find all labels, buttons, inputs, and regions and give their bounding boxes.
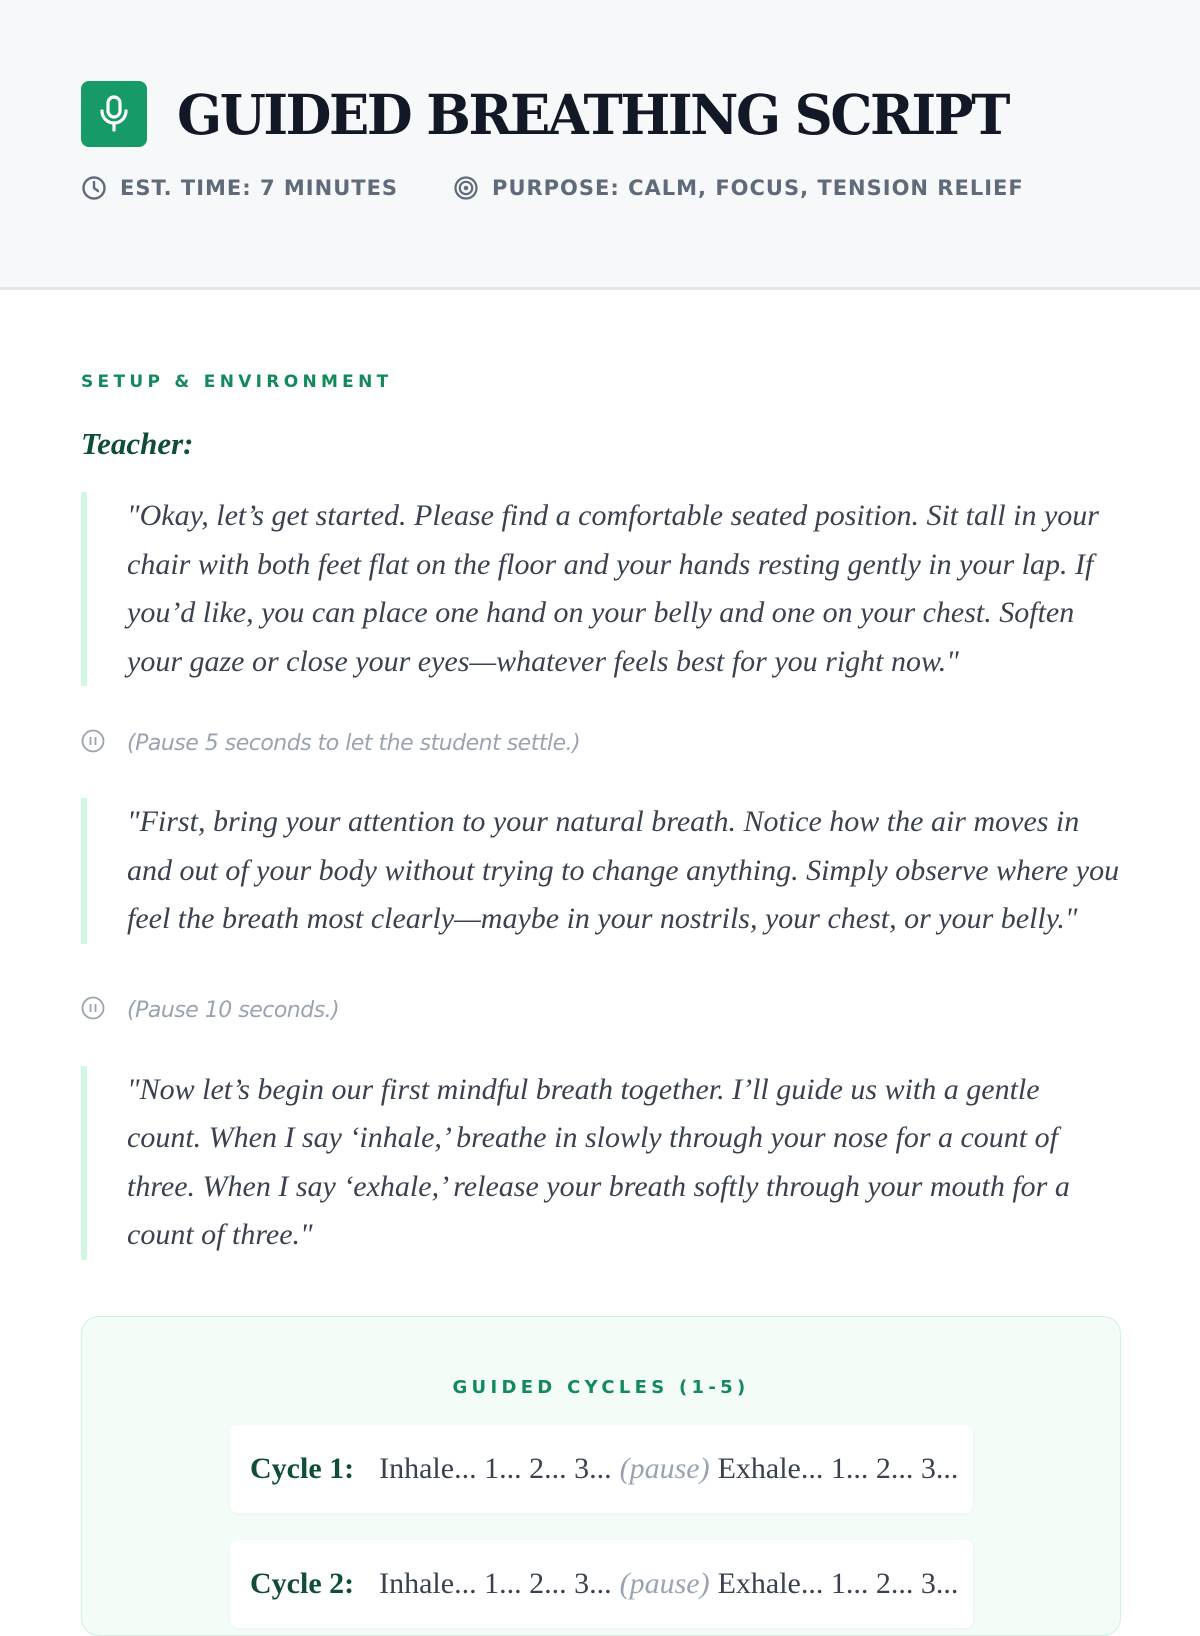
cycle-pause: (pause) [619, 1567, 710, 1600]
purpose-text: PURPOSE: CALM, FOCUS, TENSION RELIEF [492, 176, 1024, 200]
guided-cycles-panel [81, 1316, 1121, 1636]
cycle-label: Cycle 2: [250, 1567, 355, 1600]
target-icon [453, 175, 479, 201]
pause-circle-icon [81, 729, 105, 758]
page-title: GUIDED BREATHING SCRIPT [177, 81, 1009, 147]
estimated-time [81, 175, 398, 201]
teacher-quote: "First, bring your attention to your natural breath. Notice how the air moves in and out of your body without trying to change anything. Simply observe where you feel the breath most clearly—maybe in your nostrils, your chest, or your belly." [81, 798, 1121, 944]
speaker-label: Teacher: [81, 426, 194, 461]
cycle-pause: (pause) [619, 1452, 710, 1485]
pause-note [81, 728, 1121, 758]
cycle-exhale: Exhale... 1... 2... 3... [717, 1452, 959, 1485]
pause-note [81, 996, 1121, 1026]
purpose [453, 175, 1024, 201]
script-content [81, 372, 1121, 1260]
cycle-row [230, 1425, 973, 1513]
teacher-quote: "Now let’s begin our first mindful breath together. I’ll guide us with a gentle count. When I say ‘inhale,’ breathe in slowly through your nose for a count of three. When I say ‘exhale,’ release your breath softly through your mouth for a count of three." [81, 1066, 1121, 1260]
script-header [0, 0, 1200, 290]
estimated-time-text: EST. TIME: 7 MINUTES [120, 176, 399, 200]
title-row [81, 81, 1043, 147]
cycle-inhale: Inhale... 1... 2... 3... [379, 1452, 612, 1485]
teacher-quote: "Okay, let’s get started. Please find a comfortable seated position. Sit tall in your chair with both feet flat on the floor and your hands resting gently in your lap. If you’d like, you can place one hand on your belly and one on your chest. Soften your gaze or close your eyes—whatever feels best for you right now." [81, 492, 1121, 686]
cycle-row [230, 1540, 973, 1628]
cycles-label: GUIDED CYCLES (1-5) [452, 1377, 750, 1398]
section-label: SETUP & ENVIRONMENT [81, 372, 393, 392]
cycle-label: Cycle 1: [250, 1452, 355, 1485]
cycle-inhale: Inhale... 1... 2... 3... [379, 1567, 612, 1600]
pause-text: (Pause 10 seconds.) [127, 998, 340, 1023]
meta-row [81, 175, 1024, 201]
cycle-exhale: Exhale... 1... 2... 3... [717, 1567, 959, 1600]
clock-icon [81, 175, 107, 201]
pause-circle-icon [81, 996, 105, 1025]
microphone-icon [81, 81, 147, 147]
pause-text: (Pause 5 seconds to let the student settle.) [127, 730, 581, 756]
